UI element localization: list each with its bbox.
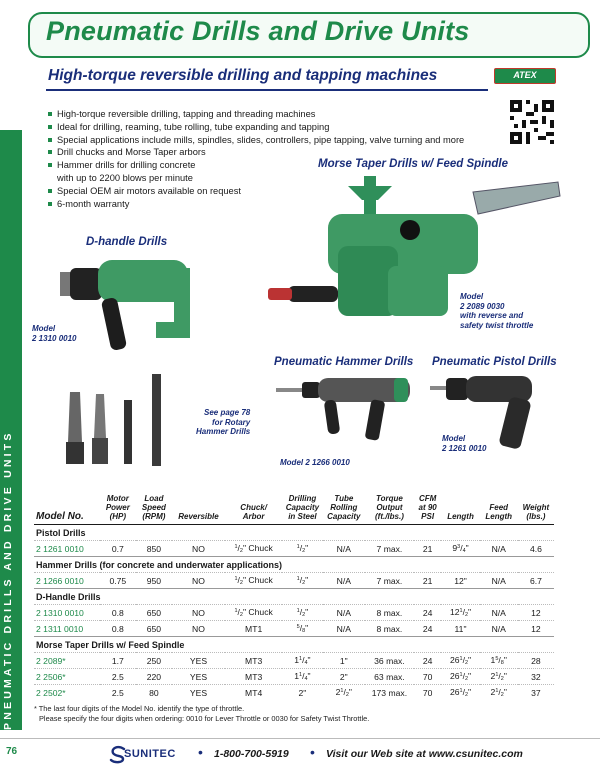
footer-rule (0, 738, 600, 739)
table-cell: 24 (414, 605, 442, 621)
table-cell: 220 (136, 669, 172, 685)
hammer-drill-caption: Pneumatic Hammer Drills (274, 356, 414, 368)
model-number-cell[interactable]: 2 1311 0010 (34, 621, 100, 637)
feature-line: Hammer drills for drilling concrete (57, 160, 196, 171)
table-group-title: Hammer Drills (for concrete and underwater applications) (34, 557, 554, 573)
page-number: 76 (6, 746, 18, 757)
table-cell: NO (172, 573, 225, 589)
table-cell: $1^1/_4$" (282, 653, 322, 669)
table-cell: $2^1/_2$" (480, 685, 518, 701)
table-header-row (34, 494, 554, 525)
table-cell: 21 (414, 541, 442, 557)
table-cell: 0.8 (100, 621, 136, 637)
table-cell: 250 (136, 653, 172, 669)
col-power: Motor Power (HP) (100, 494, 136, 525)
col-speed: Load Speed (RPM) (136, 494, 172, 525)
table-cell: 2" (323, 669, 365, 685)
morse-taper-caption: Morse Taper Drills w/ Feed Spindle (318, 158, 509, 170)
table-cell: $^1/_2$" (282, 573, 322, 589)
table-cell: 0.7 (100, 541, 136, 557)
morse-taper-model-note: Model 2 2089 0030 with reverse and safety twist throttle (460, 292, 534, 330)
table-cell: 2.5 (100, 669, 136, 685)
table-cell: 12" (441, 573, 479, 589)
table-cell: 950 (136, 573, 172, 589)
table-cell: 7 max. (365, 573, 414, 589)
table-cell: N/A (323, 541, 365, 557)
table-cell: N/A (480, 605, 518, 621)
table-cell: 8 max. (365, 605, 414, 621)
col-cfm: CFM at 90 PSI (414, 494, 442, 525)
table-cell: 7 max. (365, 541, 414, 557)
model-number-cell[interactable]: 2 1310 0010 (34, 605, 100, 621)
pistol-drill-caption: Pneumatic Pistol Drills (432, 356, 557, 368)
col-chuck: Chuck/ Arbor (225, 494, 282, 525)
table-cell: $12^1/_2$" (441, 605, 479, 621)
page-title: Pneumatic Drills and Drive Units (46, 16, 470, 46)
feature-line: with up to 2200 blows per minute (57, 172, 193, 183)
table-cell: 4.6 (518, 541, 554, 557)
feature-item: High-torque reversible drilling, tapping and threading machines (48, 108, 464, 121)
table-cell: 70 (414, 669, 442, 685)
table-cell: 8 max. (365, 621, 414, 637)
footer-separator: • (198, 744, 203, 760)
table-cell: 850 (136, 541, 172, 557)
table-row (34, 685, 554, 701)
table-cell: NO (172, 621, 225, 637)
table-cell: $^1/_2$" (282, 605, 322, 621)
table-row (34, 621, 554, 637)
table-cell: 0.75 (100, 573, 136, 589)
see-page-note: See page 78 for Rotary Hammer Drills (196, 408, 251, 436)
table-row (34, 541, 554, 557)
table-cell: 2" (282, 685, 322, 701)
feature-item: Drill chucks and Morse Taper arbors (48, 146, 464, 159)
page-subtitle: High-torque reversible drilling and tapping machines (48, 67, 438, 84)
table-cell: YES (172, 685, 225, 701)
col-reversible: Reversible (172, 494, 225, 525)
table-cell: NO (172, 541, 225, 557)
table-cell: 2.5 (100, 685, 136, 701)
table-group-row (34, 589, 554, 605)
table-cell: $2^1/_2$" (480, 669, 518, 685)
table-cell: N/A (323, 605, 365, 621)
model-number-cell[interactable]: 2 1266 0010 (34, 573, 100, 589)
subtitle-rule (46, 89, 488, 91)
footer-web-link[interactable]: Visit our Web site at www.csunitec.com (326, 748, 523, 760)
table-row (34, 653, 554, 669)
table-cell: $26^1/_2$" (441, 653, 479, 669)
table-cell: N/A (480, 573, 518, 589)
table-cell: 63 max. (365, 669, 414, 685)
table-cell: 0.8 (100, 605, 136, 621)
feature-item: Special applications include mills, spindles, slides, controllers, pipe tapping, valve turning and more (48, 134, 464, 147)
table-cell: 650 (136, 621, 172, 637)
atex-badge: ATEX (494, 68, 556, 84)
table-cell: MT3 (225, 653, 282, 669)
table-cell: MT3 (225, 669, 282, 685)
table-group-row (34, 525, 554, 541)
col-feed: Feed Length (480, 494, 518, 525)
table-cell: 6.7 (518, 573, 554, 589)
model-number-cell[interactable]: 2 2506* (34, 669, 100, 685)
table-cell: 650 (136, 605, 172, 621)
hammer-drill-image (276, 374, 416, 454)
footnote: * The last four digits of the Model No. identify the type of throttle. Please specify the four digits when ordering: 0010 for Lever Throttle or 0030 for Safety Twist Throttle. (34, 704, 370, 723)
table-cell: 1.7 (100, 653, 136, 669)
table-cell: 12 (518, 605, 554, 621)
arbors-and-bits-image (62, 372, 172, 472)
table-cell: $^1/_2$" Chuck (225, 573, 282, 589)
table-group-title: Pistol Drills (34, 525, 554, 541)
table-cell: $1^1/_4$" (282, 669, 322, 685)
table-group-row (34, 637, 554, 653)
table-row (34, 669, 554, 685)
footer-phone[interactable]: 1-800-700-5919 (214, 748, 289, 760)
table-cell: 1" (323, 653, 365, 669)
table-cell: 24 (414, 653, 442, 669)
table-cell: 36 max. (365, 653, 414, 669)
table-cell: N/A (323, 573, 365, 589)
table-cell: $26^1/_2$" (441, 685, 479, 701)
table-cell: $9^3/_4$" (441, 541, 479, 557)
table-group-title: D-Handle Drills (34, 589, 554, 605)
table-cell: MT4 (225, 685, 282, 701)
table-cell: YES (172, 669, 225, 685)
table-cell: 28 (518, 653, 554, 669)
spec-table-body (34, 525, 554, 701)
model-number-cell[interactable]: 2 1261 0010 (34, 541, 100, 557)
table-cell: N/A (480, 621, 518, 637)
side-band-text: PNEUMATIC DRILLS AND DRIVE UNITS (2, 430, 14, 730)
table-group-title: Morse Taper Drills w/ Feed Spindle (34, 637, 554, 653)
side-band (0, 130, 22, 730)
d-handle-drill-image (60, 254, 220, 354)
table-group-row (34, 557, 554, 573)
table-cell: YES (172, 653, 225, 669)
table-cell: NO (172, 605, 225, 621)
d-handle-caption: D-handle Drills (86, 236, 168, 248)
table-cell: 37 (518, 685, 554, 701)
table-cell: $^1/_2$" Chuck (225, 541, 282, 557)
table-cell: 21 (414, 573, 442, 589)
feature-item: Special OEM air motors available on request (48, 185, 464, 198)
table-cell: 11" (441, 621, 479, 637)
table-cell: 80 (136, 685, 172, 701)
table-cell: $2^1/_2$" (323, 685, 365, 701)
col-drilling: Drilling Capacity in Steel (282, 494, 322, 525)
table-cell: $^1/_2$" Chuck (225, 605, 282, 621)
col-weight: Weight (lbs.) (518, 494, 554, 525)
hammer-drill-model-note: Model 2 1266 0010 (280, 458, 350, 467)
table-cell: $^1/_2$" (282, 541, 322, 557)
pistol-drill-model-note: Model 2 1261 0010 (442, 434, 487, 453)
d-handle-model-note: Model 2 1310 0010 (32, 324, 77, 343)
col-tube: Tube Rolling Capacity (323, 494, 365, 525)
table-cell: 70 (414, 685, 442, 701)
table-cell: N/A (323, 621, 365, 637)
table-cell: 32 (518, 669, 554, 685)
col-length: Length (441, 494, 479, 525)
table-cell: $1^5/_8$" (480, 653, 518, 669)
model-number-cell[interactable]: 2 2089* (34, 653, 100, 669)
feature-item: 6-month warranty (48, 198, 464, 211)
table-cell: 12 (518, 621, 554, 637)
sunitec-logo-text: SUNITEC (124, 748, 176, 760)
footer-separator: • (310, 744, 315, 760)
table-cell: 173 max. (365, 685, 414, 701)
table-cell: MT1 (225, 621, 282, 637)
col-model: Model No. (34, 494, 100, 525)
spec-table (34, 494, 554, 700)
col-torque: Torque Output (ft./lbs.) (365, 494, 414, 525)
qr-code[interactable] (510, 100, 554, 144)
feature-item: Ideal for drilling, reaming, tube rolling, tube expanding and tapping (48, 121, 464, 134)
table-row (34, 573, 554, 589)
table-cell: N/A (480, 541, 518, 557)
table-cell: 24 (414, 621, 442, 637)
table-row (34, 605, 554, 621)
table-cell: $26^1/_2$" (441, 669, 479, 685)
table-cell: $^5/_8$" (282, 621, 322, 637)
model-number-cell[interactable]: 2 2502* (34, 685, 100, 701)
